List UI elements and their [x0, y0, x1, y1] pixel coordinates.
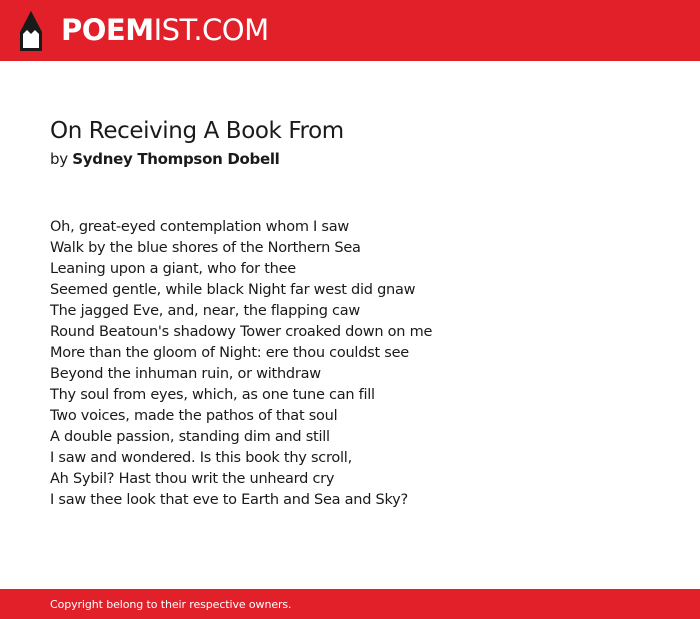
poem-line: Round Beatoun's shadowy Tower croaked down on me — [50, 324, 433, 340]
poem-line: I saw thee look that eve to Earth and Sea and Sky? — [50, 492, 408, 508]
poem-line: Two voices, made the pathos of that soul — [50, 408, 338, 424]
poem-line: A double passion, standing dim and still — [50, 429, 330, 445]
site-logo[interactable] — [61, 13, 269, 47]
brand-bold-text: POEM — [61, 13, 154, 47]
author-name: Sydney Thompson Dobell — [72, 150, 280, 168]
byline — [50, 148, 670, 170]
poem-line: Ah Sybil? Hast thou writ the unheard cry — [50, 471, 335, 487]
poem-line: Thy soul from eyes, which, as one tune can fill — [50, 387, 375, 403]
pencil-icon[interactable] — [18, 10, 44, 52]
poem-line: More than the gloom of Night: ere thou couldst see — [50, 345, 409, 361]
site-header — [0, 0, 700, 61]
poem-body — [50, 217, 670, 511]
poem-line: Leaning upon a giant, who for thee — [50, 261, 296, 277]
poem-line: Seemed gentle, while black Night far west did gnaw — [50, 282, 416, 298]
brand-light-text: IST.COM — [153, 13, 269, 47]
poem-line: Oh, great-eyed contemplation whom I saw — [50, 219, 349, 235]
poem-title: On Receiving A Book From — [50, 118, 344, 144]
copyright-text: Copyright belong to their respective owners. — [50, 597, 292, 611]
site-footer — [0, 589, 700, 619]
poem-line: The jagged Eve, and, near, the flapping caw — [50, 303, 361, 319]
poem-line: Walk by the blue shores of the Northern Sea — [50, 240, 361, 256]
poem-content — [50, 115, 670, 511]
byline-prefix: by — [50, 150, 68, 168]
poem-line: I saw and wondered. Is this book thy scroll, — [50, 450, 352, 466]
poem-line: Beyond the inhuman ruin, or withdraw — [50, 366, 321, 382]
